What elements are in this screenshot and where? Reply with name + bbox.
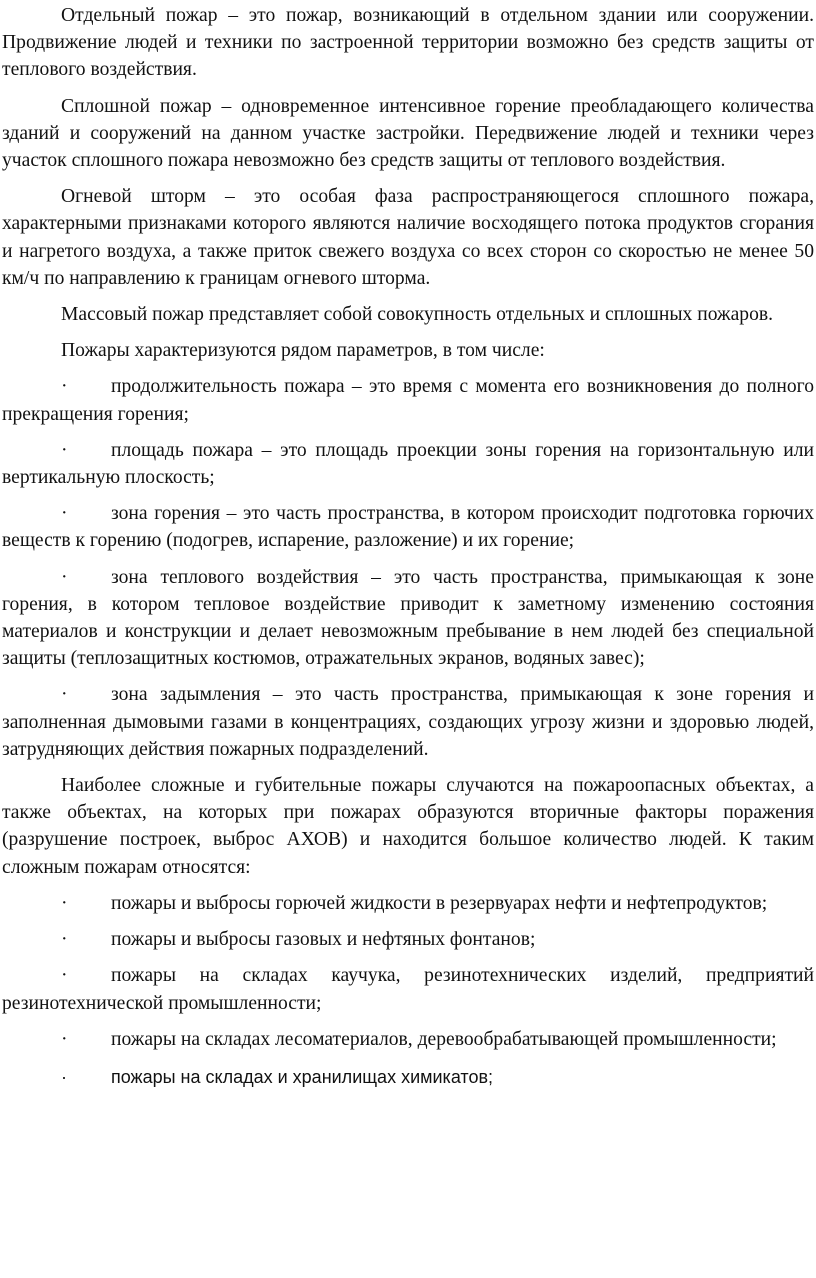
bullet-mark: · — [61, 503, 68, 525]
bullet-mark: · — [61, 929, 68, 951]
list-item-text: зона задымления – это часть пространства, примыкающая к зоне горения и заполненная дымовыми газами в концентрациях, создающих угрозу жизни и здоровью людей, затрудняющих действия пожарных подразделений. — [2, 684, 814, 760]
paragraph-continuous-fire: Сплошной пожар – одновременное интенсивное горение преобладающего количества зданий и сооружений на данном участке застройки. Передвижение людей и техники через участок сплошного пожара невозможно без средств защиты от теплового воздействия. — [2, 95, 814, 172]
bullet-mark: · — [61, 1028, 68, 1050]
list-item — [2, 926, 814, 953]
list-item — [2, 681, 814, 763]
list-item-text: продолжительность пожара – это время с момента его возникновения до полного прекращения горения; — [2, 376, 814, 425]
list-item-text: пожары на складах лесоматериалов, деревообрабатывающей промышленности; — [111, 1028, 777, 1050]
bullet-mark: · — [61, 566, 68, 588]
list-item — [2, 890, 814, 917]
list-item — [2, 500, 814, 554]
list-item-text: пожары и выбросы горючей жидкости в резервуарах нефти и нефтепродуктов; — [111, 892, 768, 914]
list-item — [2, 1026, 814, 1053]
list-item-text: пожары на складах и хранилищах химикатов; — [111, 1066, 494, 1087]
list-item — [2, 437, 814, 491]
paragraph-parameters-intro: Пожары характеризуются рядом параметров, в том числе: — [61, 340, 545, 362]
list-item — [2, 962, 814, 1016]
list-item-text: зона горения – это часть пространства, в котором происходит подготовка горючих веществ к горению (подогрев, испарение, разложение) и их горение; — [2, 503, 814, 552]
bullet-mark: · — [61, 684, 68, 706]
paragraph-single-fire: Отдельный пожар – это пожар, возникающий в отдельном здании или сооружении. Продвижение людей и техники по застроенной территории возможно без средств защиты от теплового воздействия. — [2, 5, 814, 81]
list-item-text: площадь пожара – это площадь проекции зоны горения на горизонтальную или вертикальную плоскость; — [2, 439, 814, 489]
bullet-mark: · — [61, 376, 68, 398]
list-item — [2, 564, 814, 673]
bullet-mark: · — [61, 1066, 67, 1087]
paragraph-mass-fire: Массовый пожар представляет собой совокупность отдельных и сплошных пожаров. — [61, 304, 774, 326]
list-item-text: пожары на складах каучука, резинотехнических изделий, предприятий резинотехнической промышленности; — [2, 965, 814, 1014]
paragraph-complex-fires-intro: Наиболее сложные и губительные пожары случаются на пожароопасных объектах, а также объектах, на которых при пожарах образуются вторичные факторы поражения (разрушение построек, выброс АХОВ) и находится большое количество людей. К таким сложным пожарам относятся: — [2, 775, 814, 878]
list-item — [2, 1064, 814, 1091]
paragraph-fire-storm: Огневой шторм – это особая фаза распространяющегося сплошного пожара, характерными признаками которого являются наличие восходящего потока продуктов сгорания и нагретого воздуха, а также приток свежего воздуха со всех сторон со скоростью не менее 50 км/ч по направлению к границам огневого шторма. — [2, 186, 814, 289]
bullet-mark: · — [61, 439, 68, 461]
list-item — [2, 373, 814, 427]
bullet-mark: · — [61, 965, 68, 987]
list-item-text: зона теплового воздействия – это часть пространства, примыкающая к зоне горения, в котором тепловое воздействие приводит к заметному изменению состояния материалов и конструкции и делает невозможным пребывание в нем людей без специальной защиты (теплозащитных костюмов, отражательных экранов, водяных завес); — [2, 566, 814, 670]
list-item-text: пожары и выбросы газовых и нефтяных фонтанов; — [111, 929, 536, 951]
bullet-mark: · — [61, 892, 68, 914]
